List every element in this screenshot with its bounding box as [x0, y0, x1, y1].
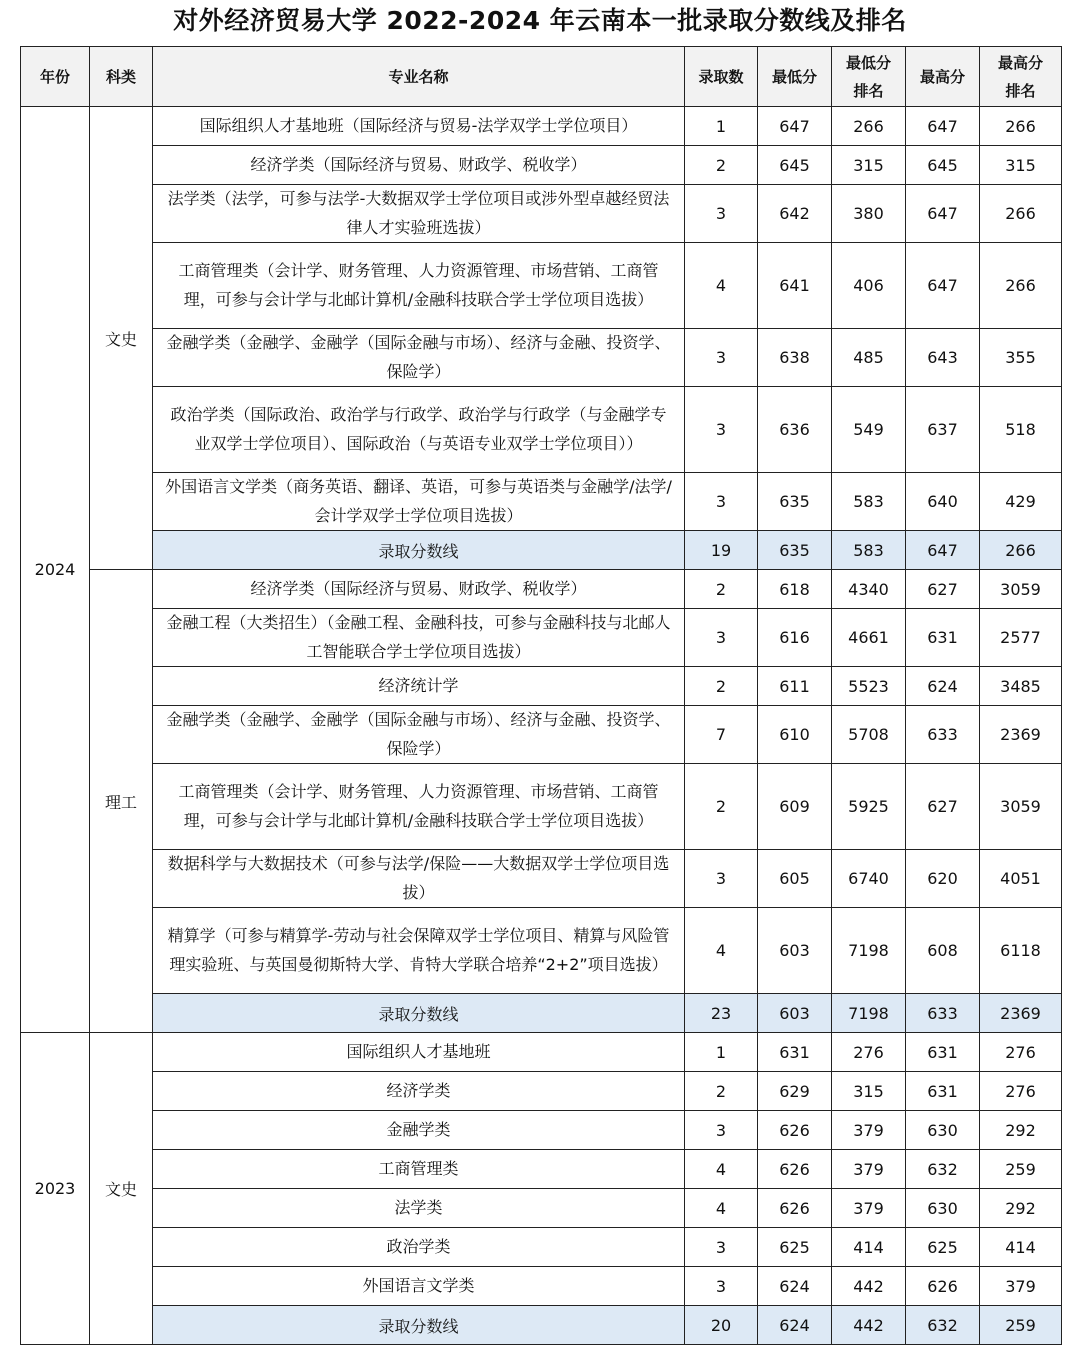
max-score-cell: 608 [906, 908, 980, 994]
table-row [21, 1267, 1062, 1306]
max-score-cell: 624 [906, 667, 980, 706]
min-rank-cell: 379 [832, 1111, 906, 1150]
table-row [21, 1150, 1062, 1189]
table-row [21, 473, 1062, 531]
max-rank-cell: 518 [980, 387, 1062, 473]
max-score-cell: 620 [906, 850, 980, 908]
max-score-cell: 633 [906, 706, 980, 764]
max-rank-cell: 276 [980, 1072, 1062, 1111]
count-cell: 3 [685, 185, 758, 243]
max-score-cell: 647 [906, 243, 980, 329]
min-score-cell: 626 [758, 1189, 832, 1228]
min-rank-cell: 276 [832, 1033, 906, 1072]
major-cell: 经济学类（国际经济与贸易、财政学、税收学） [153, 146, 685, 185]
count-cell: 7 [685, 706, 758, 764]
header-max-rank [980, 47, 1062, 107]
max-rank-cell: 2369 [980, 706, 1062, 764]
min-rank-cell: 549 [832, 387, 906, 473]
min-rank-cell: 442 [832, 1306, 906, 1345]
count-cell: 4 [685, 908, 758, 994]
table-row [21, 329, 1062, 387]
major-cell: 工商管理类（会计学、财务管理、人力资源管理、市场营销、工商管理，可参与会计学与北邮计算机/金融科技联合学士学位项目选拔） [153, 243, 685, 329]
count-cell: 4 [685, 1189, 758, 1228]
header-min-rank-line2: 排名 [853, 81, 884, 100]
min-rank-cell: 5523 [832, 667, 906, 706]
header-max-rank-line2: 排名 [1005, 81, 1036, 100]
count-cell: 3 [685, 1228, 758, 1267]
major-cell: 经济学类 [153, 1072, 685, 1111]
table-row [21, 706, 1062, 764]
count-cell: 3 [685, 1111, 758, 1150]
min-score-cell: 626 [758, 1111, 832, 1150]
header-row [21, 47, 1062, 107]
count-cell: 20 [685, 1306, 758, 1345]
category-cell: 文史 [90, 1033, 153, 1345]
major-cell: 政治学类 [153, 1228, 685, 1267]
max-score-cell: 647 [906, 531, 980, 570]
max-score-cell: 645 [906, 146, 980, 185]
min-score-cell: 616 [758, 609, 832, 667]
min-score-cell: 626 [758, 1150, 832, 1189]
table-row [21, 667, 1062, 706]
count-cell: 3 [685, 850, 758, 908]
summary-label: 录取分数线 [153, 531, 685, 570]
major-cell: 经济统计学 [153, 667, 685, 706]
count-cell: 2 [685, 667, 758, 706]
table-row [21, 850, 1062, 908]
min-rank-cell: 5708 [832, 706, 906, 764]
max-score-cell: 647 [906, 107, 980, 146]
min-rank-cell: 380 [832, 185, 906, 243]
table-body [21, 107, 1062, 1345]
max-rank-cell: 2369 [980, 994, 1062, 1033]
min-score-cell: 647 [758, 107, 832, 146]
min-rank-cell: 442 [832, 1267, 906, 1306]
major-cell: 工商管理类 [153, 1150, 685, 1189]
max-rank-cell: 3059 [980, 570, 1062, 609]
major-cell: 国际组织人才基地班 [153, 1033, 685, 1072]
count-cell: 2 [685, 146, 758, 185]
count-cell: 4 [685, 243, 758, 329]
min-rank-cell: 379 [832, 1189, 906, 1228]
max-score-cell: 643 [906, 329, 980, 387]
year-cell: 2024 [21, 107, 90, 1033]
max-rank-cell: 414 [980, 1228, 1062, 1267]
table-row [21, 1111, 1062, 1150]
summary-label: 录取分数线 [153, 994, 685, 1033]
max-rank-cell: 259 [980, 1150, 1062, 1189]
max-rank-cell: 266 [980, 243, 1062, 329]
min-score-cell: 625 [758, 1228, 832, 1267]
count-cell: 3 [685, 387, 758, 473]
header-year: 年份 [21, 47, 90, 107]
min-score-cell: 618 [758, 570, 832, 609]
header-min-rank [832, 47, 906, 107]
min-score-cell: 605 [758, 850, 832, 908]
count-cell: 23 [685, 994, 758, 1033]
count-cell: 2 [685, 570, 758, 609]
header-major: 专业名称 [153, 47, 685, 107]
min-rank-cell: 266 [832, 107, 906, 146]
min-score-cell: 638 [758, 329, 832, 387]
summary-row [21, 994, 1062, 1033]
table-row [21, 1189, 1062, 1228]
max-score-cell: 630 [906, 1111, 980, 1150]
max-rank-cell: 292 [980, 1189, 1062, 1228]
max-score-cell: 631 [906, 609, 980, 667]
max-score-cell: 627 [906, 570, 980, 609]
major-cell: 外国语言文学类（商务英语、翻译、英语，可参与英语类与金融学/法学/会计学双学士学位项目选拔） [153, 473, 685, 531]
max-rank-cell: 315 [980, 146, 1062, 185]
min-rank-cell: 4340 [832, 570, 906, 609]
category-cell: 文史 [90, 107, 153, 570]
count-cell: 3 [685, 609, 758, 667]
summary-row [21, 531, 1062, 570]
min-score-cell: 629 [758, 1072, 832, 1111]
min-rank-cell: 5925 [832, 764, 906, 850]
max-score-cell: 626 [906, 1267, 980, 1306]
header-max-score: 最高分 [906, 47, 980, 107]
table-row [21, 107, 1062, 146]
table-row [21, 570, 1062, 609]
major-cell: 工商管理类（会计学、财务管理、人力资源管理、市场营销、工商管理，可参与会计学与北邮计算机/金融科技联合学士学位项目选拔） [153, 764, 685, 850]
min-score-cell: 635 [758, 473, 832, 531]
min-rank-cell: 406 [832, 243, 906, 329]
major-cell: 政治学类（国际政治、政治学与行政学、政治学与行政学（与金融学专业双学士学位项目）、国际政治（与英语专业双学士学位项目）） [153, 387, 685, 473]
header-count: 录取数 [685, 47, 758, 107]
max-rank-cell: 3059 [980, 764, 1062, 850]
min-score-cell: 624 [758, 1267, 832, 1306]
admission-table [20, 46, 1062, 1345]
min-rank-cell: 315 [832, 1072, 906, 1111]
table-row [21, 146, 1062, 185]
max-rank-cell: 379 [980, 1267, 1062, 1306]
max-rank-cell: 3485 [980, 667, 1062, 706]
major-cell: 金融工程（大类招生）（金融工程、金融科技，可参与金融科技与北邮人工智能联合学士学位项目选拔） [153, 609, 685, 667]
major-cell: 法学类 [153, 1189, 685, 1228]
max-score-cell: 627 [906, 764, 980, 850]
major-cell: 数据科学与大数据技术（可参与法学/保险——大数据双学士学位项目选拔） [153, 850, 685, 908]
min-score-cell: 609 [758, 764, 832, 850]
count-cell: 3 [685, 473, 758, 531]
major-cell: 金融学类 [153, 1111, 685, 1150]
max-rank-cell: 276 [980, 1033, 1062, 1072]
table-row [21, 1072, 1062, 1111]
header-max-rank-line1: 最高分 [997, 53, 1043, 72]
min-rank-cell: 7198 [832, 994, 906, 1033]
major-cell: 外国语言文学类 [153, 1267, 685, 1306]
max-score-cell: 632 [906, 1306, 980, 1345]
max-score-cell: 632 [906, 1150, 980, 1189]
count-cell: 3 [685, 329, 758, 387]
max-rank-cell: 259 [980, 1306, 1062, 1345]
min-score-cell: 603 [758, 908, 832, 994]
max-score-cell: 625 [906, 1228, 980, 1267]
max-rank-cell: 2577 [980, 609, 1062, 667]
min-rank-cell: 6740 [832, 850, 906, 908]
summary-label: 录取分数线 [153, 1306, 685, 1345]
max-score-cell: 631 [906, 1033, 980, 1072]
year-cell: 2023 [21, 1033, 90, 1345]
max-score-cell: 631 [906, 1072, 980, 1111]
count-cell: 3 [685, 1267, 758, 1306]
min-score-cell: 641 [758, 243, 832, 329]
min-score-cell: 631 [758, 1033, 832, 1072]
min-rank-cell: 414 [832, 1228, 906, 1267]
max-rank-cell: 429 [980, 473, 1062, 531]
table-row [21, 908, 1062, 994]
summary-row [21, 1306, 1062, 1345]
min-score-cell: 642 [758, 185, 832, 243]
min-score-cell: 624 [758, 1306, 832, 1345]
min-rank-cell: 583 [832, 531, 906, 570]
min-rank-cell: 485 [832, 329, 906, 387]
major-cell: 金融学类（金融学、金融学（国际金融与市场）、经济与金融、投资学、保险学） [153, 706, 685, 764]
header-min-rank-line1: 最低分 [845, 53, 891, 72]
major-cell: 国际组织人才基地班（国际经济与贸易-法学双学士学位项目） [153, 107, 685, 146]
major-cell: 经济学类（国际经济与贸易、财政学、税收学） [153, 570, 685, 609]
min-rank-cell: 315 [832, 146, 906, 185]
table-row [21, 185, 1062, 243]
table-row [21, 609, 1062, 667]
max-rank-cell: 266 [980, 531, 1062, 570]
table-row [21, 387, 1062, 473]
min-score-cell: 645 [758, 146, 832, 185]
min-rank-cell: 4661 [832, 609, 906, 667]
max-rank-cell: 4051 [980, 850, 1062, 908]
table-row [21, 1033, 1062, 1072]
max-score-cell: 637 [906, 387, 980, 473]
max-score-cell: 647 [906, 185, 980, 243]
max-score-cell: 630 [906, 1189, 980, 1228]
max-rank-cell: 6118 [980, 908, 1062, 994]
table-row [21, 1228, 1062, 1267]
count-cell: 19 [685, 531, 758, 570]
max-score-cell: 633 [906, 994, 980, 1033]
min-score-cell: 636 [758, 387, 832, 473]
header-category: 科类 [90, 47, 153, 107]
category-cell: 理工 [90, 570, 153, 1033]
count-cell: 2 [685, 764, 758, 850]
count-cell: 1 [685, 1033, 758, 1072]
min-rank-cell: 583 [832, 473, 906, 531]
max-rank-cell: 355 [980, 329, 1062, 387]
min-score-cell: 603 [758, 994, 832, 1033]
count-cell: 1 [685, 107, 758, 146]
count-cell: 2 [685, 1072, 758, 1111]
major-cell: 法学类（法学，可参与法学-大数据双学士学位项目或涉外型卓越经贸法律人才实验班选拔） [153, 185, 685, 243]
major-cell: 精算学（可参与精算学-劳动与社会保障双学士学位项目、精算与风险管理实验班、与英国曼彻斯特大学、肯特大学联合培养“2+2”项目选拔） [153, 908, 685, 994]
min-rank-cell: 379 [832, 1150, 906, 1189]
page-title: 对外经济贸易大学 2022-2024 年云南本一批录取分数线及排名 [173, 6, 907, 35]
table-row [21, 243, 1062, 329]
min-score-cell: 635 [758, 531, 832, 570]
max-rank-cell: 292 [980, 1111, 1062, 1150]
count-cell: 4 [685, 1150, 758, 1189]
table-row [21, 764, 1062, 850]
header-min-score: 最低分 [758, 47, 832, 107]
min-rank-cell: 7198 [832, 908, 906, 994]
min-score-cell: 610 [758, 706, 832, 764]
major-cell: 金融学类（金融学、金融学（国际金融与市场）、经济与金融、投资学、保险学） [153, 329, 685, 387]
min-score-cell: 611 [758, 667, 832, 706]
max-rank-cell: 266 [980, 107, 1062, 146]
max-score-cell: 640 [906, 473, 980, 531]
max-rank-cell: 266 [980, 185, 1062, 243]
